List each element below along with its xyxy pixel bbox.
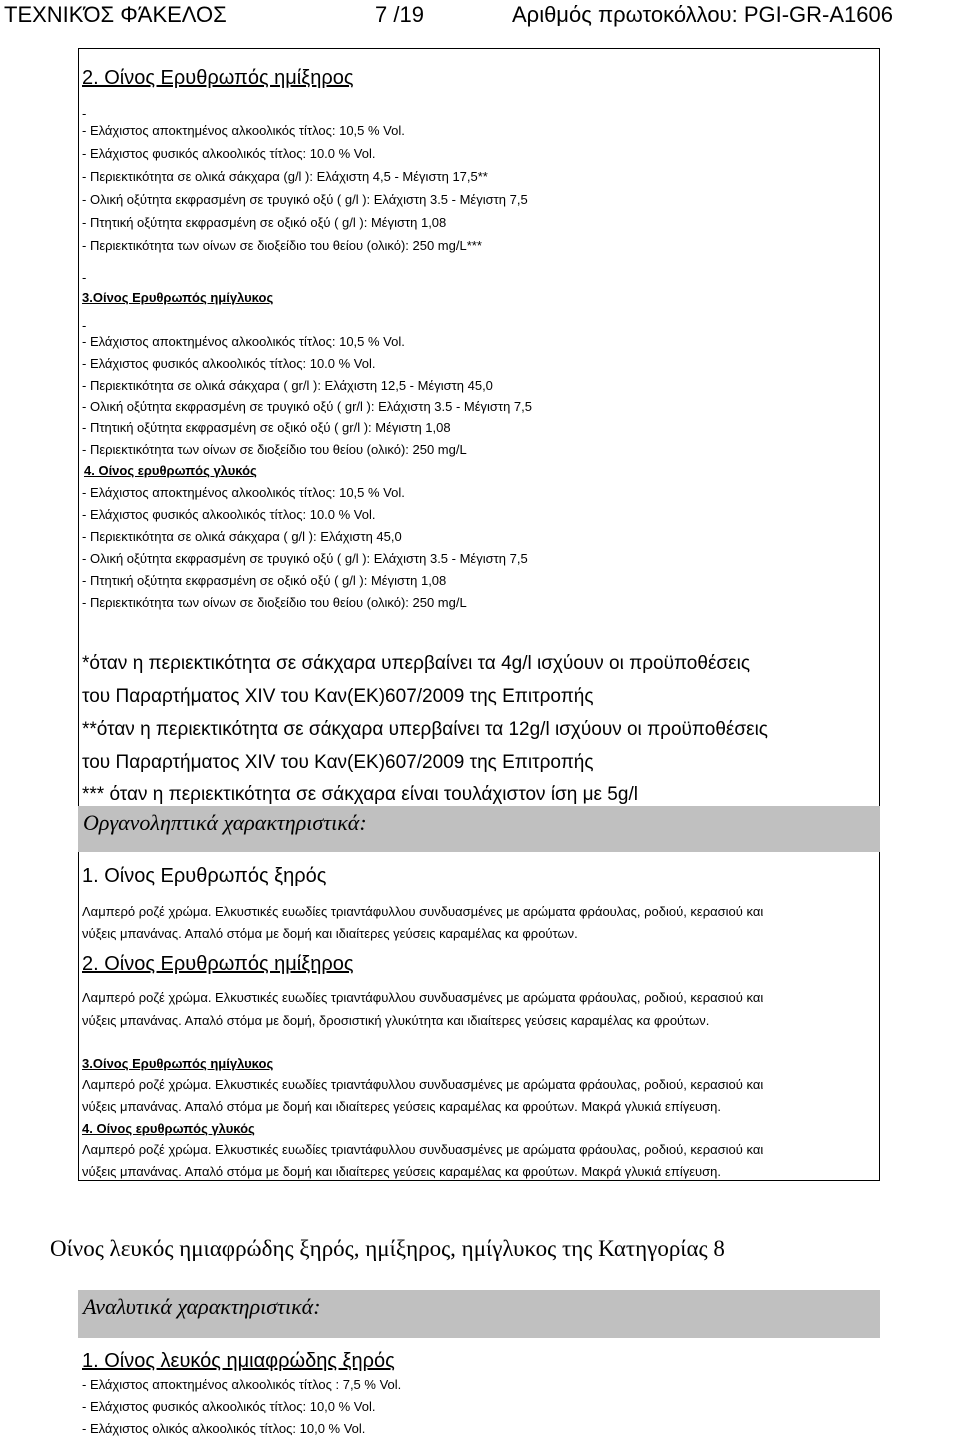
section-title: 4. Οίνος ερυθρωπός γλυκός [82, 1121, 255, 1136]
spec-line: - Πτητική οξύτητα εκφρασμένη σε οξικό οξύ ( gr/l ): Μέγιστη 1,08 [82, 420, 451, 435]
description-line: Λαμπερό ροζέ χρώμα. Ελκυστικές ευωδίες τριαντάφυλλου συνδυασμένες με αρώματα φράουλας, ροδιού, κερασιού και [82, 1142, 764, 1157]
spec-line: - Ελάχιστος αποκτημένος αλκοολικός τίτλος : 7,5 % Vol. [82, 1377, 402, 1392]
blank-dash: - [82, 270, 87, 285]
section-title: 3.Οίνος Ερυθρωπός ημίγλυκος [82, 1056, 274, 1071]
footnote: του Παραρτήματος XIV του Καν(ΕΚ)607/2009 της Επιτροπής [82, 752, 594, 773]
analytic-heading-band [78, 1290, 880, 1338]
spec-line: - Περιεκτικότητα των οίνων σε διοξείδιο του θείου (ολικό): 250 mg/L [82, 595, 467, 610]
description-line: νύξεις μπανάνας. Απαλό στόμα με δομή και ιδιαίτερες γεύσεις καραμέλας κα φρούτων. Μακρά γλυκιά επίγευση. [82, 1164, 721, 1179]
spec-line: - Ελάχιστος φυσικός αλκοολικός τίτλος: 10.0 % Vol. [82, 146, 376, 161]
footnote: *** όταν η περιεκτικότητα σε σάκχαρα είναι τουλάχιστον ίση με 5g/l [82, 784, 638, 805]
spec-line: - Πτητική οξύτητα εκφρασμένη σε οξικό οξύ ( g/l ): Μέγιστη 1,08 [82, 573, 447, 588]
section-title: 1. Οίνος Ερυθρωπός ξηρός [82, 865, 327, 887]
blank-dash: - [82, 318, 87, 333]
analytic-heading: Αναλυτικά χαρακτηριστικά: [83, 1294, 321, 1319]
spec-line: - Ολική οξύτητα εκφρασμένη σε τρυγικό οξύ ( gr/l ): Ελάχιστη 3.5 - Μέγιστη 7,5 [82, 399, 533, 414]
spec-line: - Περιεκτικότητα σε ολικά σάκχαρα (g/l ): Ελάχιστη 4,5 - Μέγιστη 17,5** [82, 169, 488, 184]
description-line: νύξεις μπανάνας. Απαλό στόμα με δομή, δροσιστική γλυκύτητα και ιδιαίτερες γεύσεις καραμέλας κα φρούτων. [82, 1013, 710, 1028]
section-title: 2. Οίνος Ερυθρωπός ημίξηρος [82, 67, 354, 89]
spec-line: - Πτητική οξύτητα εκφρασμένη σε οξικό οξύ ( g/l ): Μέγιστη 1,08 [82, 215, 447, 230]
blank-dash: - [82, 106, 87, 121]
spec-line: - Ελάχιστος φυσικός αλκοολικός τίτλος: 10.0 % Vol. [82, 507, 376, 522]
section-title: 2. Οίνος Ερυθρωπός ημίξηρος [82, 953, 354, 975]
description-line: Λαμπερό ροζέ χρώμα. Ελκυστικές ευωδίες τριαντάφυλλου συνδυασμένες με αρώματα φράουλας, ροδιού, κερασιού και [82, 1077, 764, 1092]
footnote: του Παραρτήματος XIV του Καν(ΕΚ)607/2009 της Επιτροπής [82, 686, 594, 707]
spec-line: - Ελάχιστος αποκτημένος αλκοολικός τίτλος: 10,5 % Vol. [82, 485, 405, 500]
spec-line: - Περιεκτικότητα σε ολικά σάκχαρα ( g/l ): Ελάχιστη 45,0 [82, 529, 402, 544]
spec-line: - Περιεκτικότητα των οίνων σε διοξείδιο του θείου (ολικό): 250 mg/L*** [82, 238, 482, 253]
spec-line: - Ελάχιστος αποκτημένος αλκοολικός τίτλος: 10,5 % Vol. [82, 123, 405, 138]
document-title: ΤΕΧΝΙΚΌΣ ΦΆΚΕΛΟΣ [4, 2, 227, 27]
protocol-number: Αριθμός πρωτοκόλλου: PGI-GR-A1606 [512, 2, 893, 27]
spec-line: - Ολική οξύτητα εκφρασμένη σε τρυγικό οξύ ( g/l ): Ελάχιστη 3.5 - Μέγιστη 7,5 [82, 192, 528, 207]
spec-line: - Ολική οξύτητα εκφρασμένη σε τρυγικό οξύ ( g/l ): Ελάχιστη 3.5 - Μέγιστη 7,5 [82, 551, 528, 566]
spec-line: - Ελάχιστος φυσικός αλκοολικός τίτλος: 10,0 % Vol. [82, 1399, 376, 1414]
organoleptic-heading-band [78, 806, 880, 852]
footnote: *όταν η περιεκτικότητα σε σάκχαρα υπερβαίνει τα 4g/l ισχύουν οι προϋποθέσεις [82, 653, 750, 674]
section-title: 1. Οίνος λευκός ημιαφρώδης ξηρός [82, 1350, 395, 1372]
section-title: 4. Οίνος ερυθρωπός γλυκός [84, 463, 257, 478]
spec-line: - Ελάχιστος αποκτημένος αλκοολικός τίτλος: 10,5 % Vol. [82, 334, 405, 349]
page-header [0, 0, 960, 32]
spec-line: - Περιεκτικότητα των οίνων σε διοξείδιο του θείου (ολικό): 250 mg/L [82, 442, 467, 457]
description-line: νύξεις μπανάνας. Απαλό στόμα με δομή και ιδιαίτερες γεύσεις καραμέλας κα φρούτων. [82, 926, 578, 941]
spec-line: - Περιεκτικότητα σε ολικά σάκχαρα ( gr/l ): Ελάχιστη 12,5 - Μέγιστη 45,0 [82, 378, 493, 393]
category-title: Οίνος λευκός ημιαφρώδης ξηρός, ημίξηρος, ημίγλυκος της Κατηγορίας 8 [50, 1236, 725, 1261]
footnote: **όταν η περιεκτικότητα σε σάκχαρα υπερβαίνει τα 12g/l ισχύουν οι προϋποθέσεις [82, 719, 768, 740]
section-title: 3.Οίνος Ερυθρωπός ημίγλυκος [82, 290, 274, 305]
organoleptic-heading: Οργανοληπτικά χαρακτηριστικά: [83, 810, 367, 835]
spec-line: - Ελάχιστος φυσικός αλκοολικός τίτλος: 10.0 % Vol. [82, 356, 376, 371]
description-line: Λαμπερό ροζέ χρώμα. Ελκυστικές ευωδίες τριαντάφυλλου συνδυασμένες με αρώματα φράουλας, ροδιού, κερασιού και [82, 904, 764, 919]
description-line: Λαμπερό ροζέ χρώμα. Ελκυστικές ευωδίες τριαντάφυλλου συνδυασμένες με αρώματα φράουλας, ροδιού, κερασιού και [82, 990, 764, 1005]
spec-line: - Ελάχιστος ολικός αλκοολικός τίτλος: 10,0 % Vol. [82, 1421, 366, 1436]
description-line: νύξεις μπανάνας. Απαλό στόμα με δομή και ιδιαίτερες γεύσεις καραμέλας κα φρούτων. Μακρά γλυκιά επίγευση. [82, 1099, 721, 1114]
page-number: 7 /19 [375, 2, 424, 27]
